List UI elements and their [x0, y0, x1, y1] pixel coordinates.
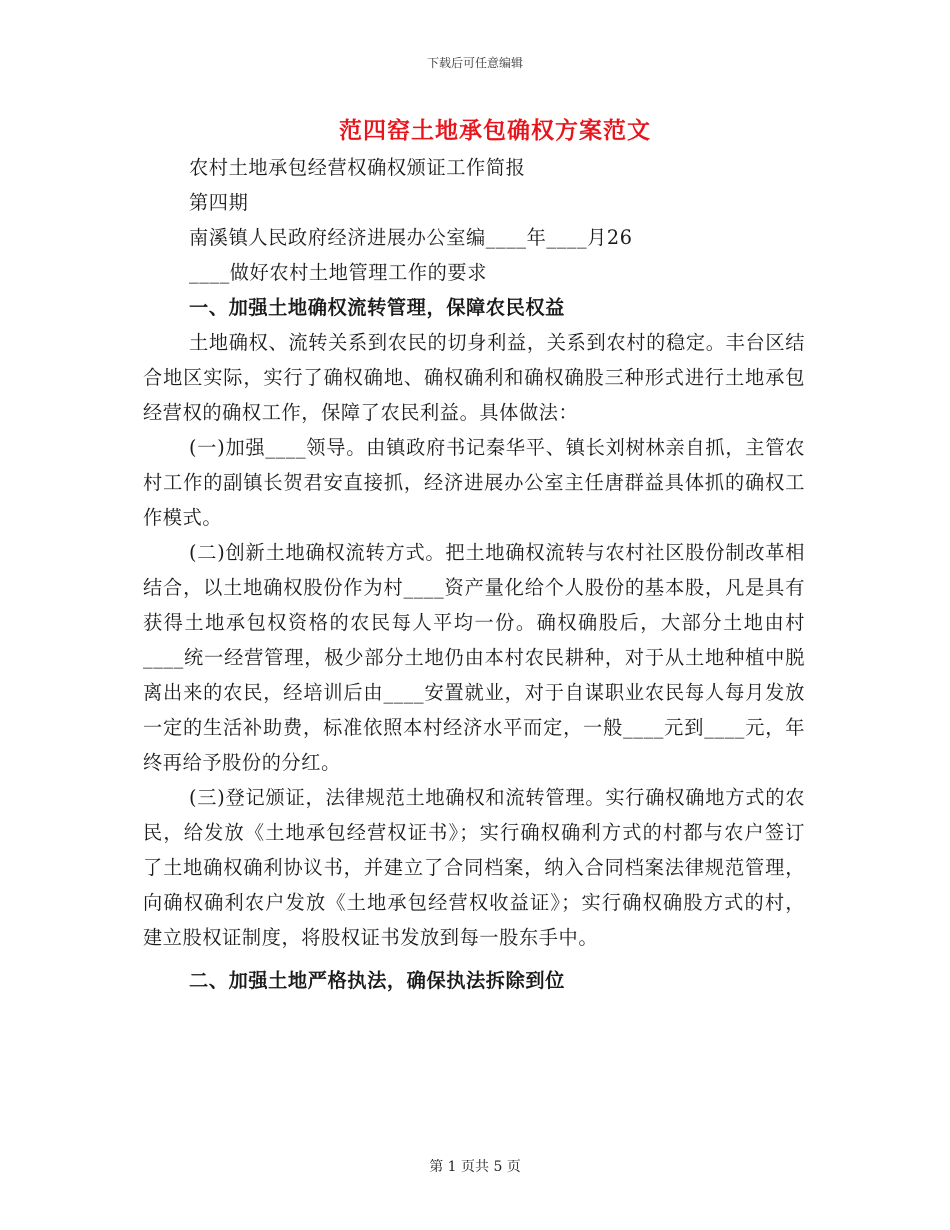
page-footer: 第 1 页共 5 页 [429, 1159, 521, 1175]
document-body [143, 150, 805, 998]
issue-number: 第四期 [189, 191, 249, 214]
section-1-paragraph-4: (三)登记颁证，法律规范土地确权和流转管理。实行确权确地方式的农民，给发放《土地承包经营权证书》；实行确权确利方式的村都与农户签订了土地确权确利协议书，并建立了合同档案，纳入合同档案法律规范管理，向确权确利农户发放《土地承包经营权收益证》；实行确权确股方式的村，建立股权证制度，将股权证书发放到每一股东手中。 [143, 786, 805, 949]
section-2-heading: 二、加强土地严格执法，确保执法拆除到位 [189, 969, 565, 992]
document-title: 范四窑土地承包确权方案范文 [339, 117, 651, 144]
bulletin-name: 农村土地承包经营权确权颁证工作简报 [189, 156, 526, 179]
section-1-paragraph-1: 土地确权、流转关系到农民的切身利益，关系到农村的稳定。丰台区结合地区实际，实行了确权确地、确权确利和确权确股三种形式进行土地承包经营权的确权工作，保障了农民利益。具体做法： [143, 331, 805, 424]
issuer-line: 南溪镇人民政府经济进展办公室编____年____月26 [189, 226, 633, 249]
section-1-paragraph-2: (一)加强____领导。由镇政府书记秦华平、镇长刘树林亲自抓，主管农村工作的副镇长贺君安直接抓，经济进展办公室主任唐群益具体抓的确权工作模式。 [143, 436, 805, 529]
subtitle-line: ____做好农村土地管理工作的要求 [189, 261, 488, 284]
section-1-paragraph-3: (二)创新土地确权流转方式。把土地确权流转与农村社区股份制改革相结合，以土地确权股份作为村____资产量化给个人股份的基本股，凡是具有获得土地承包权资格的农民每人平均一份。确权确股后，大部分土地由村____统一经营管理，极少部分土地仍由本村农民耕种，对于从土地种植中脱离出来的农民，经培训后由____安置就业，对于自谋职业农民每人每月发放一定的生活补助费，标准依照本村经济水平而定，一般____元到____元，年终再给予股份的分红。 [143, 541, 805, 774]
section-1-heading: 一、加强土地确权流转管理，保障农民权益 [189, 296, 565, 319]
header-note: 下载后可任意编辑 [426, 56, 523, 70]
